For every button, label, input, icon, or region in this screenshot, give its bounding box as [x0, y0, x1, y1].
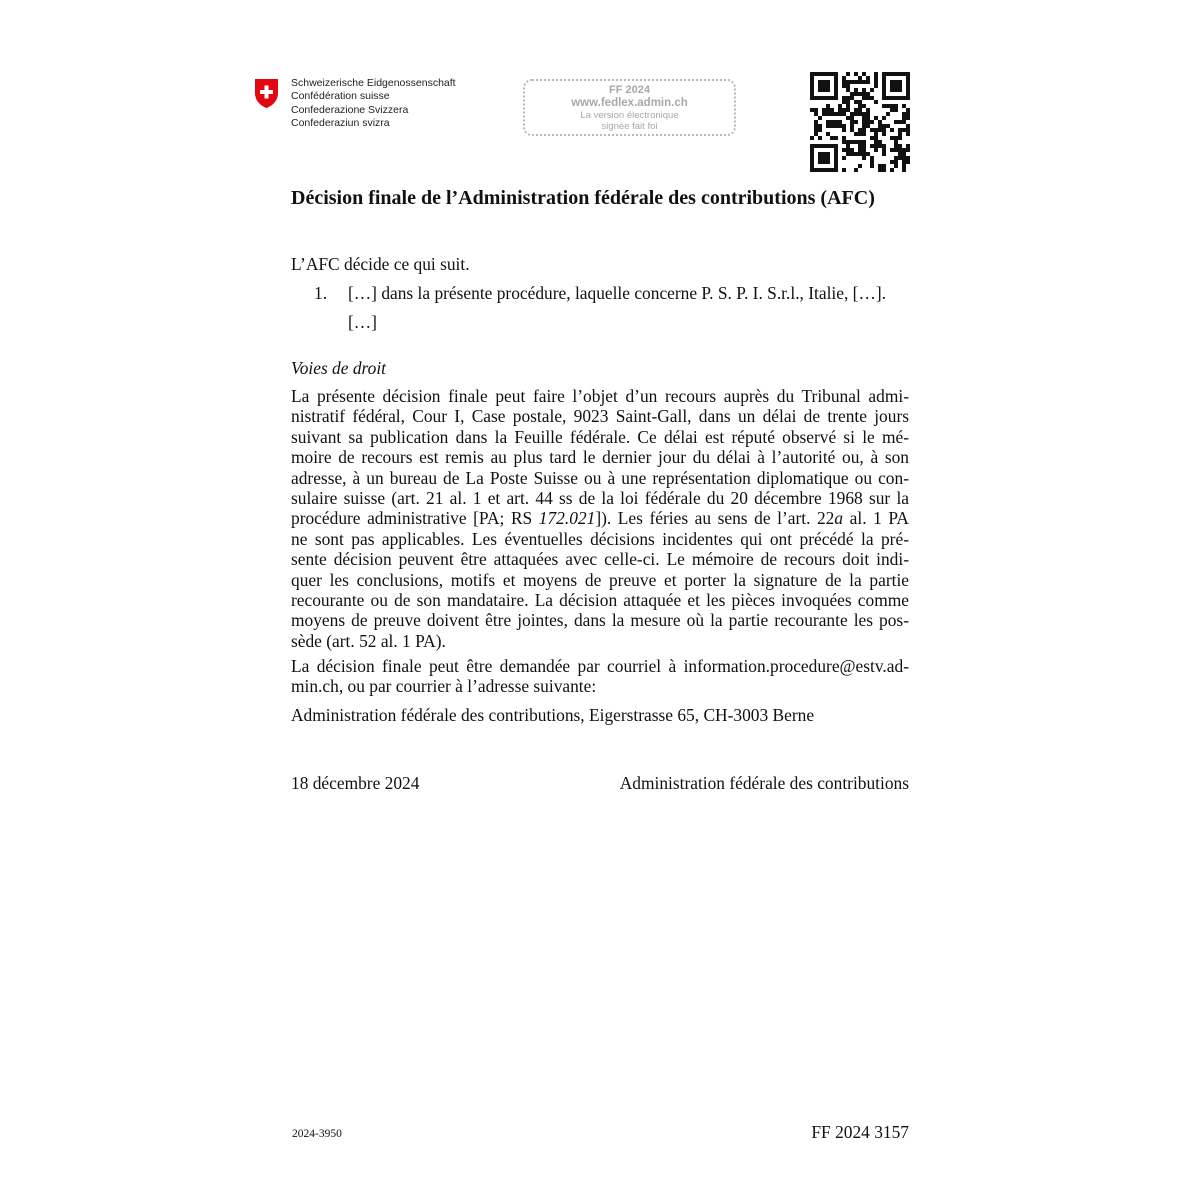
list-item-continuation: […] — [348, 312, 377, 332]
confederation-name-fr: Confédération suisse — [291, 90, 390, 103]
postal-address: Administration fédérale des contributions, Eigerstrasse 65, CH-3003 Berne — [291, 705, 815, 725]
swiss-flag-icon — [253, 78, 280, 109]
remedies-heading: Voies de droit — [291, 358, 386, 378]
paragraph-line: La décision finale peut être demandée par courriel à information.procedure@estv.ad- — [291, 656, 909, 676]
paragraph-line: sente décision peuvent être attaquées avec celle-ci. Le mémoire de recours doit indi- — [291, 549, 909, 570]
paragraph-line: sulaire suisse (art. 21 al. 1 et art. 44 ss de la loi fédérale du 20 décembre 1968 sur la — [291, 488, 909, 509]
document-number: 2024-3950 — [292, 1128, 342, 1140]
confederation-name-de: Schweizerische Eidgenossenschaft — [291, 77, 456, 89]
remedies-paragraph — [291, 386, 909, 651]
stamp-url: www.fedlex.admin.ch — [571, 97, 688, 109]
stamp-note-1: La version électronique — [580, 110, 679, 121]
text-run: ]). Les féries au sens de l’art. 22 — [595, 508, 835, 529]
paragraph-line: recourante ou de son mandataire. La décision attaquée et les pièces invoquées comme — [291, 590, 909, 611]
list-item-text: […] dans la présente procédure, laquelle concerne P. S. P. I. S.r.l., Italie, […]. — [348, 283, 886, 303]
paragraph-line: nistratif fédéral, Cour I, Case postale, 9023 Saint-Gall, dans un délai de trente jours — [291, 406, 909, 427]
list-item-number: 1. — [314, 283, 328, 303]
paragraph-line: moyens de preuve doivent être jointes, dans la mesure où la partie recourante les pos- — [291, 610, 909, 631]
confederation-name-it: Confederazione Svizzera — [291, 103, 409, 116]
text-run: procédure administrative [PA; RS — [291, 508, 539, 529]
federal-gazette-reference: FF 2024 3157 — [811, 1122, 909, 1142]
qr-code-icon — [810, 72, 910, 172]
paragraph-line: adresse, à un bureau de La Poste Suisse ou à une représentation diplomatique ou con- — [291, 467, 909, 488]
article-letter: a — [834, 508, 844, 529]
stamp-ff-label: FF 2024 — [609, 84, 650, 96]
paragraph-line: La présente décision finale peut faire l’objet d’un recours auprès du Tribunal admi- — [291, 386, 909, 406]
paragraph-line: min.ch, ou par courrier à l’adresse suivante: — [291, 676, 597, 697]
electronic-version-stamp — [523, 79, 736, 136]
paragraph-line: quer les conclusions, motifs et moyens de preuve et porter la signature de la partie — [291, 569, 909, 590]
confederation-names — [291, 77, 456, 131]
decision-date: 18 décembre 2024 — [291, 773, 420, 793]
confederation-name-rm: Confederaziun svizra — [291, 117, 390, 130]
paragraph-line — [291, 508, 909, 528]
paragraph-line: suivant sa publication dans la Feuille fédérale. Ce délai est réputé observé si le mé- — [291, 426, 909, 447]
issuing-authority: Administration fédérale des contributions — [619, 773, 909, 793]
paragraph-line: sède (art. 52 al. 1 PA). — [291, 630, 446, 651]
text-run: al. 1 PA — [843, 508, 909, 529]
decision-intro: L’AFC décide ce qui suit. — [291, 254, 470, 274]
paragraph-line: moire de recours est remis au plus tard le dernier jour du délai à l’autorité ou, à son — [291, 447, 909, 468]
request-paragraph — [291, 656, 909, 697]
paragraph-line: ne sont pas applicables. Les éventuelles décisions incidentes qui ont précédé la pré- — [291, 528, 909, 549]
rs-number: 172.021 — [538, 508, 596, 529]
stamp-note-2: signée fait foi — [601, 121, 658, 132]
document-title: Décision finale de l’Administration fédérale des contributions (AFC) — [291, 187, 875, 209]
